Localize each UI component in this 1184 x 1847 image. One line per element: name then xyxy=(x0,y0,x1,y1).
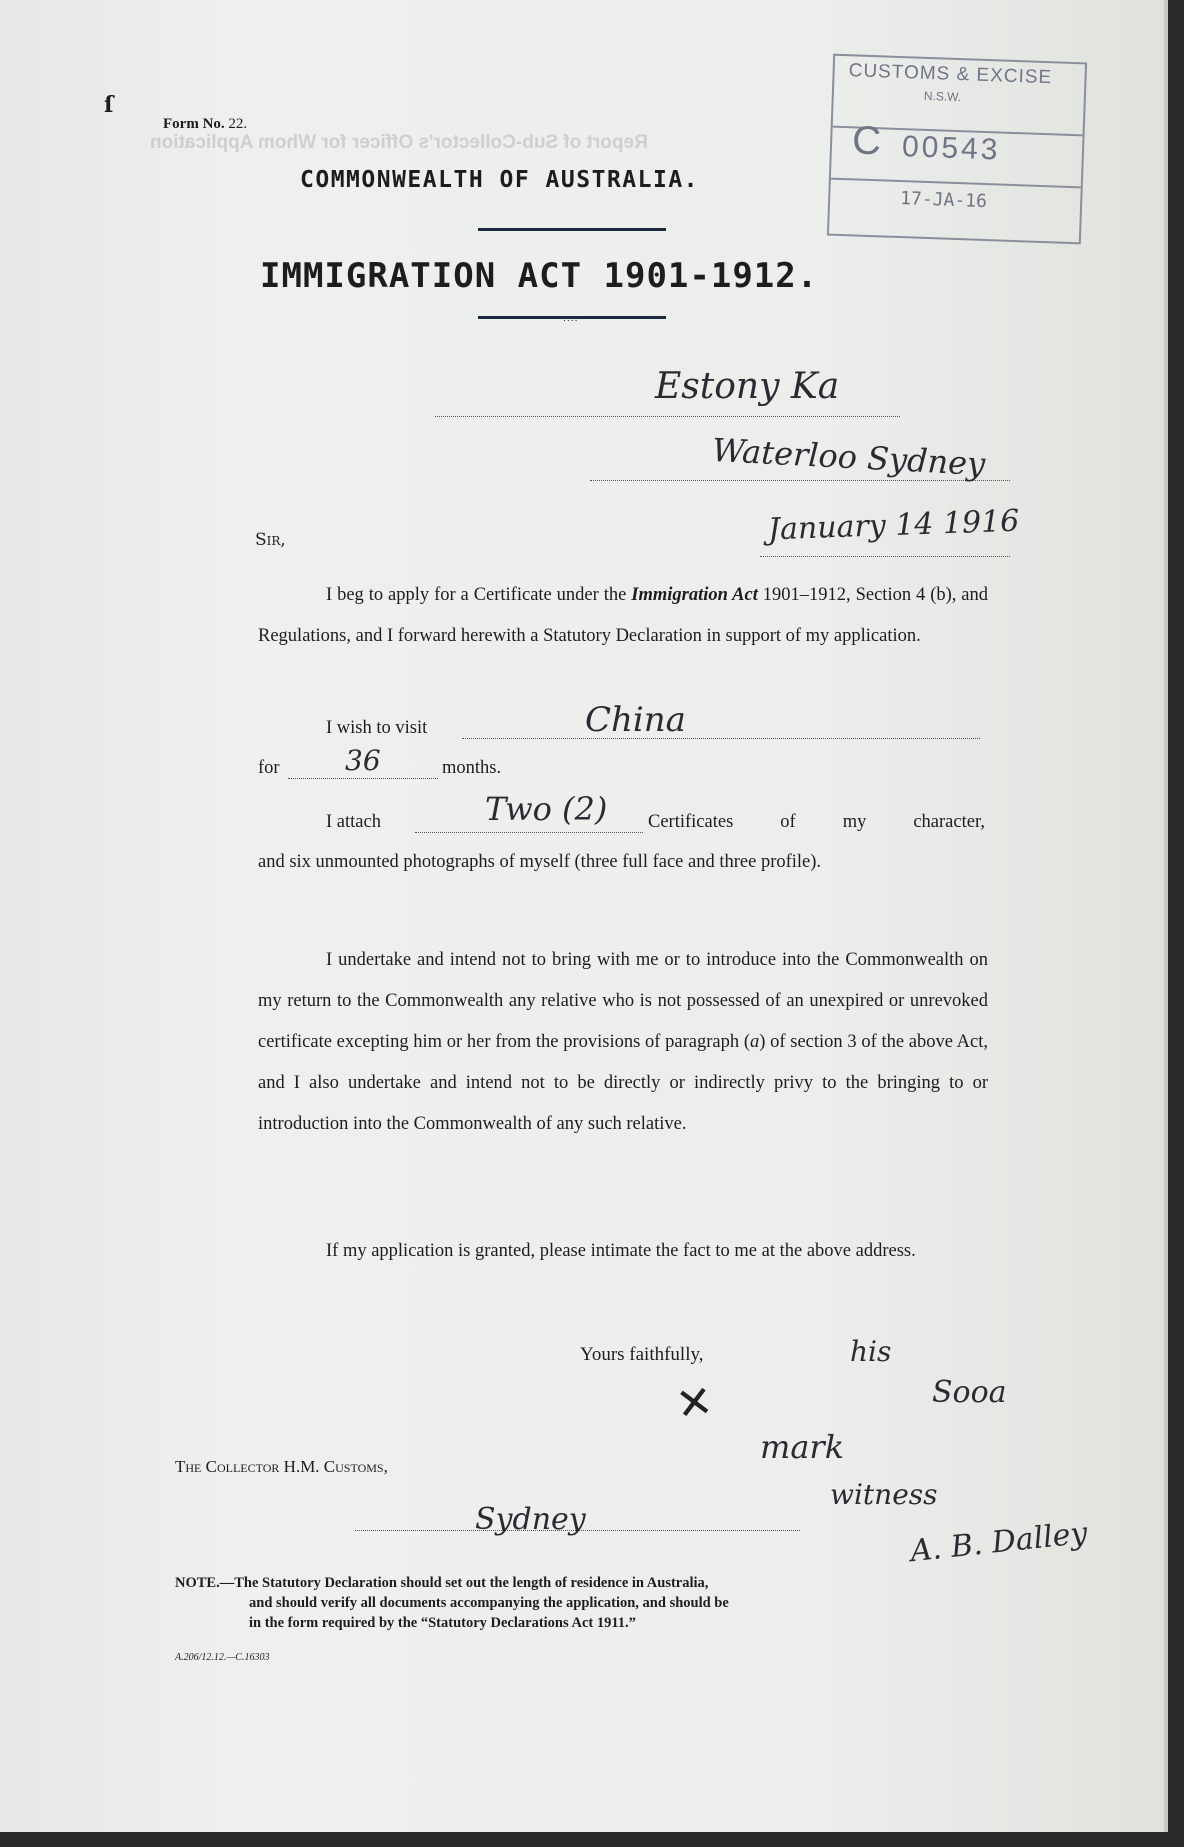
heading-dots: .... xyxy=(563,314,579,324)
stamp-number: 00543 xyxy=(901,130,1002,167)
stamp-divider-2 xyxy=(831,178,1081,188)
stamp-subtitle: N.S.W. xyxy=(923,88,962,105)
act-title: IMMIGRATION ACT 1901-1912. xyxy=(260,256,819,296)
paragraph-undertaking-part2: ) of section 3 of the above Act, and I also undertake and intend not to be directly or indirectly privy to the bringing to or introduction into the Commonwealth of any such relative. xyxy=(258,1032,988,1134)
stamp-title: CUSTOMS & EXCISE xyxy=(848,60,1053,89)
salutation: Sir, xyxy=(255,530,286,550)
margin-mark: ſ xyxy=(104,92,114,118)
paragraph-letter: a xyxy=(750,1032,760,1052)
applicant-name: Estony Ka xyxy=(655,366,840,407)
visit-label: I wish to visit xyxy=(326,718,428,738)
visit-field-line xyxy=(462,738,980,739)
stamp-letter: C xyxy=(851,118,882,164)
applicant-address: Waterloo Sydney xyxy=(711,430,987,484)
form-number-value: 22. xyxy=(228,116,248,132)
months-field-line xyxy=(288,778,438,779)
closing-text: Yours faithfully, xyxy=(580,1344,704,1365)
footnote-line3: in the form required by the “Statutory Declarations Act 1911.” xyxy=(249,1615,636,1631)
addressee-city: Sydney xyxy=(475,1502,586,1537)
months-value: 36 xyxy=(345,744,381,777)
form-number-label: Form No. xyxy=(163,116,225,132)
name-line xyxy=(435,416,900,417)
attach-rest: and six unmounted photographs of myself (three full face and three profile). xyxy=(258,852,822,872)
act-name: Immigration Act xyxy=(631,585,758,605)
stamp-date: 17-JA-16 xyxy=(899,188,988,213)
paragraph-application-part2: 1901–1912, Section 4 (b), and Regulations, and I forward herewith a Statutory Declaration in support of my application. xyxy=(258,585,989,646)
signature-mark: mark xyxy=(760,1428,845,1466)
date-line xyxy=(760,556,1010,557)
paragraph-granted: If my application is granted, please intimate the fact to me at the above address. xyxy=(326,1241,916,1261)
paragraph-application xyxy=(258,575,988,657)
paragraph-undertaking-part1: I undertake and intend not to bring with me or to introduce into the Commonwealth on my return to the Commonwealth any relative who is not possessed of an unexpired or unrevoked certificate excepting him or her from the provisions of paragraph ( xyxy=(258,950,988,1052)
months-label: months. xyxy=(442,758,502,778)
print-code: A.206/12.12.—C.16303 xyxy=(175,1652,270,1663)
attach-after: Certificates of my character, xyxy=(648,812,985,832)
customs-stamp xyxy=(827,54,1087,245)
footnote-line2: and should verify all documents accompanying the application, and should be xyxy=(249,1595,729,1611)
footnote xyxy=(175,1573,1005,1633)
paragraph-undertaking xyxy=(258,940,988,1145)
footnote-line1: NOTE.—The Statutory Declaration should set out the length of residence in Australia, xyxy=(175,1575,709,1591)
attach-label: I attach xyxy=(326,812,381,832)
paragraph-application-part1: I beg to apply for a Certificate under the xyxy=(326,585,627,605)
attach-field-line xyxy=(415,832,643,833)
bleed-through-text: Report of Sub-Collector's Officer for Whom Application xyxy=(150,132,648,153)
signature-name: Sooa xyxy=(932,1375,1007,1410)
signature-his: his xyxy=(850,1335,892,1368)
chinese-signature-mark: ✕ xyxy=(672,1375,717,1432)
for-label: for xyxy=(258,758,280,778)
visit-destination: China xyxy=(585,700,686,740)
addressee-label: The Collector H.M. Customs, xyxy=(175,1457,388,1476)
signature-witness: witness xyxy=(830,1478,938,1511)
heading-rule-top xyxy=(478,228,666,231)
form-number xyxy=(163,116,247,133)
country-heading: COMMONWEALTH OF AUSTRALIA. xyxy=(300,167,700,193)
application-date: January 14 1916 xyxy=(767,503,1020,548)
witness-name: A. B. Dalley xyxy=(908,1515,1090,1570)
attach-count: Two (2) xyxy=(485,790,608,828)
